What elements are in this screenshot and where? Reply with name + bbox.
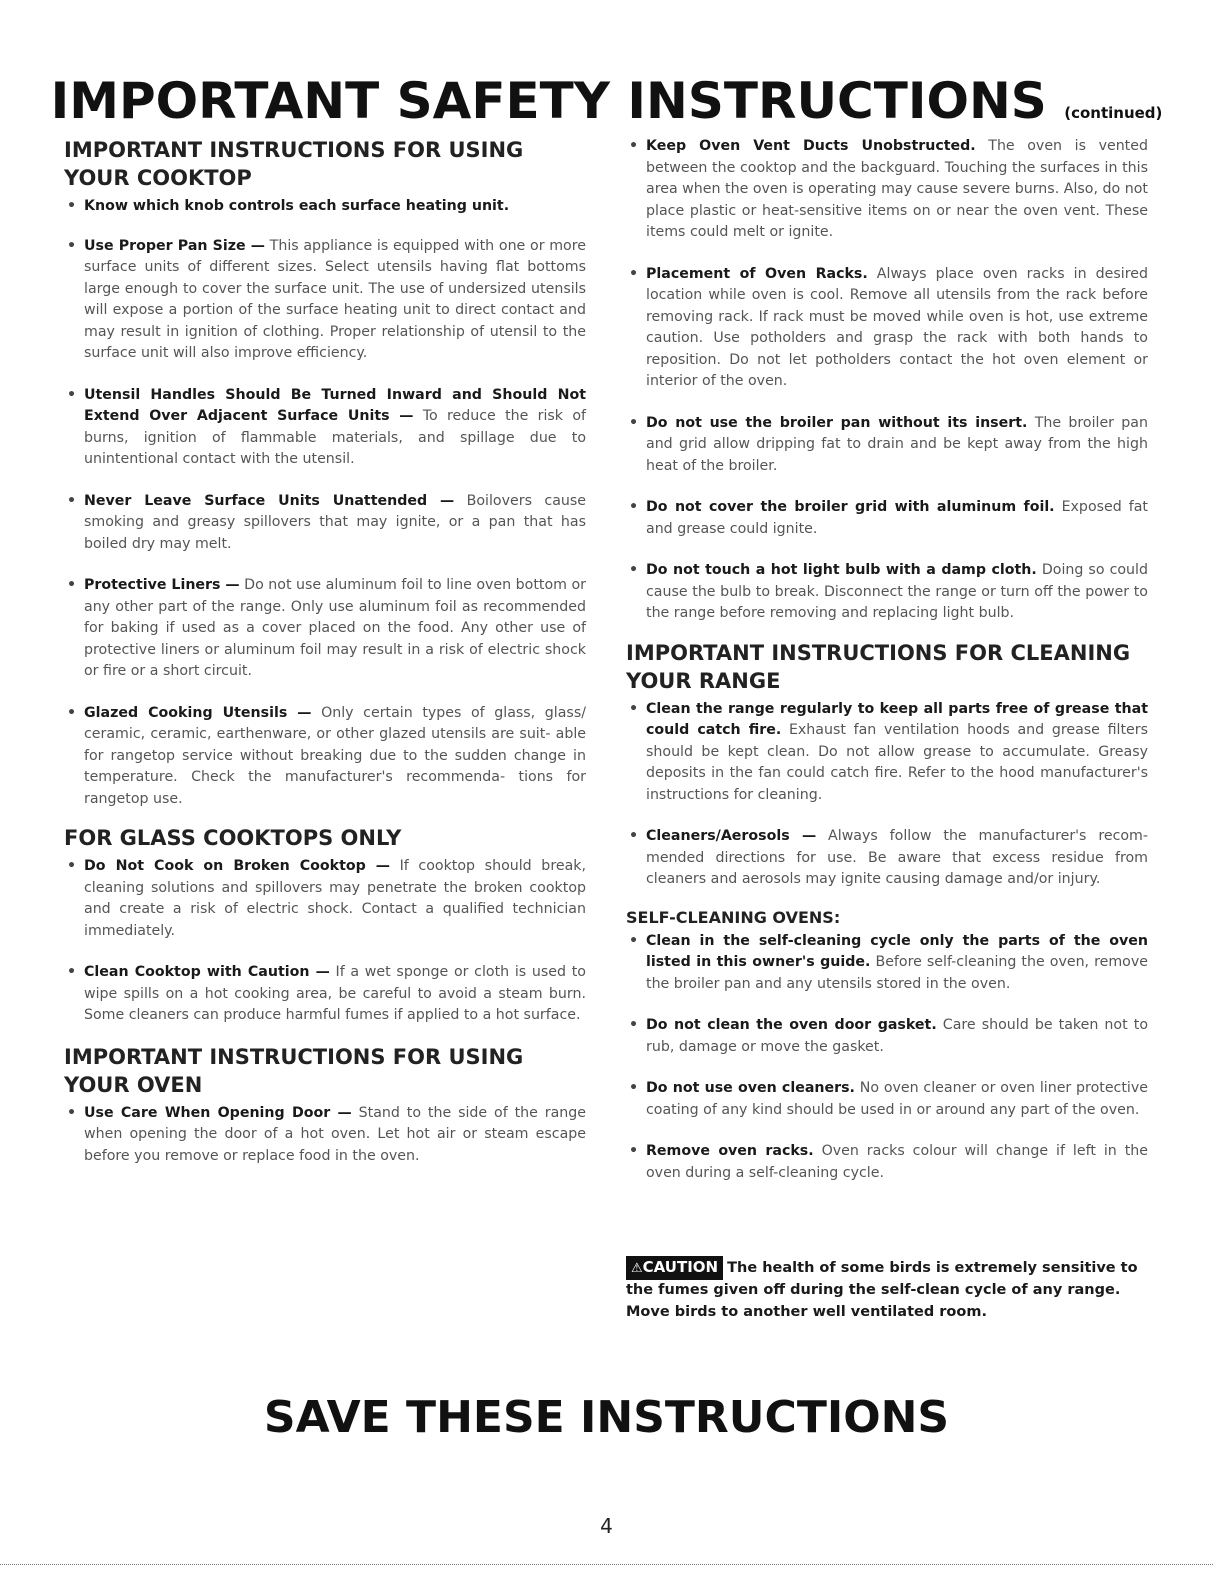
item-door-gasket: • Do not clean the oven door gasket. Care should be taken not to rub, damage or move the gasket. — [629, 1017, 1148, 1055]
item-oven-racks: • Placement of Oven Racks. Always place oven racks in desired location while oven is cool. Remove all utensils from the rack before removing rack. If rack must be moved while oven is hot, use extreme caution. Use potholders and grasp the rack with both hands to reposition. Do not let potholders contact the hot oven element or interior of the oven. — [629, 265, 1148, 389]
title-main: IMPORTANT SAFETY INSTRUCTIONS — [50, 72, 1047, 130]
bullet-icon: • — [67, 198, 77, 214]
bullet-icon: • — [629, 265, 639, 282]
bullet-icon: • — [67, 237, 77, 254]
item-listed-parts: • Clean in the self-cleaning cycle only the parts of the oven listed in this owner's guide. Before self-cleaning the oven, remove the broiler pan and any utensils stored in the oven. — [629, 932, 1148, 992]
bullet-icon: • — [629, 828, 639, 844]
right-column — [626, 136, 1148, 1204]
heading-glass-cooktops: FOR GLASS COOKTOPS ONLY — [64, 826, 402, 850]
item-broiler-foil: • Do not cover the broiler grid with aluminum foil. Exposed fat and grease could ignite. — [629, 499, 1148, 537]
bullet-icon: • — [67, 386, 77, 403]
page-number: 4 — [600, 1514, 613, 1538]
item-unattended: • Never Leave Surface Units Unattended — Boilovers cause smoking and greasy spillovers that may ignite, or a pan that has boiled dry may melt. — [67, 492, 587, 552]
item-glazed-utensils: • Glazed Cooking Utensils — Only certain types of glass, glass/ ceramic, ceramic, earthenware, or other glazed utensils are suit- able for rangetop service without breaking due to the sudden change in temperature. Check the manufacturer's recommenda- tions for rangetop use. — [67, 704, 586, 807]
bullet-icon: • — [67, 1104, 77, 1121]
page-title — [0, 72, 1213, 130]
item-know-knob: • Know which knob controls each surface heating unit. — [64, 196, 586, 218]
item-opening-door: • Use Care When Opening Door — Stand to the side of the range when opening the door of a hot oven. Let hot air or steam escape before you remove or replace food in the oven. — [67, 1104, 586, 1164]
bullet-icon: • — [67, 964, 77, 980]
save-instructions-heading: SAVE THESE INSTRUCTIONS — [263, 1392, 950, 1443]
item-remove-racks: • Remove oven racks. Oven racks colour will change if left in the oven during a self-cleaning cycle. — [629, 1143, 1148, 1181]
left-column — [64, 136, 586, 1187]
item-protective-liners: • Protective Liners — Do not use aluminum foil to line oven bottom or any other part of the range. Only use aluminum foil as recommended for baking if used as a cover placed on the food. Any other use of protective liners or aluminum foil may result in a risk of electric shock or fire or a short circuit. — [67, 577, 586, 679]
bullet-icon: • — [629, 932, 639, 949]
title-suffix: (continued) — [1064, 104, 1163, 122]
bullet-icon: • — [629, 1143, 639, 1159]
bullet-icon: • — [629, 414, 639, 431]
bullet-icon: • — [629, 1017, 639, 1033]
bullet-icon: • — [67, 492, 77, 509]
caution-notice — [626, 1256, 1148, 1323]
item-aerosols: • Cleaners/Aerosols — Always follow the manufacturer's recom- mended directions for use. Be aware that excess residue from cleaners and aerosols may ignite causing damage and/or injury. — [629, 828, 1149, 887]
heading-cooktop: IMPORTANT INSTRUCTIONS FOR USING YOUR COOKTOP — [64, 138, 524, 190]
bullet-icon: • — [67, 704, 77, 721]
bullet-icon: • — [67, 577, 77, 593]
item-utensil-handles: • Utensil Handles Should Be Turned Inward and Should Not Extend Over Adjacent Surface Units — To reduce the risk of burns, ignition of flammable materials, and spillage due to unintentional contact with the utensil. — [67, 386, 586, 467]
bottom-divider — [0, 1564, 1213, 1565]
caution-text: The health of some birds is extremely sensitive to the fumes given off during the self-clean cycle of any range. Move birds to another well ventilated room. — [626, 1260, 1138, 1320]
bullet-icon: • — [629, 1080, 639, 1096]
bullet-icon: • — [629, 562, 639, 578]
heading-oven: IMPORTANT INSTRUCTIONS FOR USING YOUR OVEN — [64, 1044, 524, 1097]
item-broken-cooktop: • Do Not Cook on Broken Cooktop — If cooktop should break, cleaning solutions and spillovers may penetrate the broken cooktop and create a risk of electric shock. Contact a qualified technician immediately. — [67, 858, 586, 939]
heading-cleaning: IMPORTANT INSTRUCTIONS FOR CLEANING YOUR RANGE — [626, 640, 1131, 693]
item-clean-cooktop: • Clean Cooktop with Caution — If a wet sponge or cloth is used to wipe spills on a hot cooking area, be careful to avoid a steam burn. Some cleaners can produce harmful fumes if applied to a hot surface. — [67, 964, 586, 1023]
item-pan-size: • Use Proper Pan Size — This appliance is equipped with one or more surface units of different sizes. Select utensils having flat bottoms large enough to cover the surface unit. The use of undersized utensils will expose a portion of the surface heating unit to direct contact and may result in ignition of clothing. Proper relationship of utensil to the surface unit will also improve efficiency. — [67, 237, 586, 361]
heading-self-cleaning: SELF-CLEANING OVENS: — [626, 907, 841, 927]
item-clean-regularly: • Clean the range regularly to keep all parts free of grease that could catch fire. Exhaust fan ventilation hoods and grease filters should be kept clean. Do not allow grease to accumulate. Greasy deposits in the fan could catch fire. Refer to the hood manufacturer's instructions for cleaning. — [629, 700, 1148, 803]
bullet-icon: • — [67, 858, 77, 874]
item-broiler-pan: • Do not use the broiler pan without its insert. The broiler pan and grid allow dripping fat to drain and be kept away from the high heat of the broiler. — [629, 414, 1148, 474]
item-vent-ducts: • Keep Oven Vent Ducts Unobstructed. The oven is vented between the cooktop and the backguard. Touching the surfaces in this area when the oven is operating may cause severe burns. Also, do not place plastic or heat-sensitive items on or near the oven vent. These items could melt or ignite. — [629, 138, 1148, 240]
caution-badge: ⚠CAUTION — [626, 1256, 723, 1280]
item-oven-cleaners: • Do not use oven cleaners. No oven cleaner or oven liner protective coating of any kind should be used in or around any part of the oven. — [629, 1080, 1148, 1118]
bullet-icon: • — [629, 700, 639, 717]
item-light-bulb: • Do not touch a hot light bulb with a damp cloth. Doing so could cause the bulb to break. Disconnect the range or turn off the power to the range before removing and replacing light bulb. — [629, 562, 1148, 621]
bullet-icon: • — [629, 499, 639, 515]
bullet-icon: • — [629, 138, 639, 154]
warning-triangle-icon: ⚠ — [631, 1261, 643, 1276]
